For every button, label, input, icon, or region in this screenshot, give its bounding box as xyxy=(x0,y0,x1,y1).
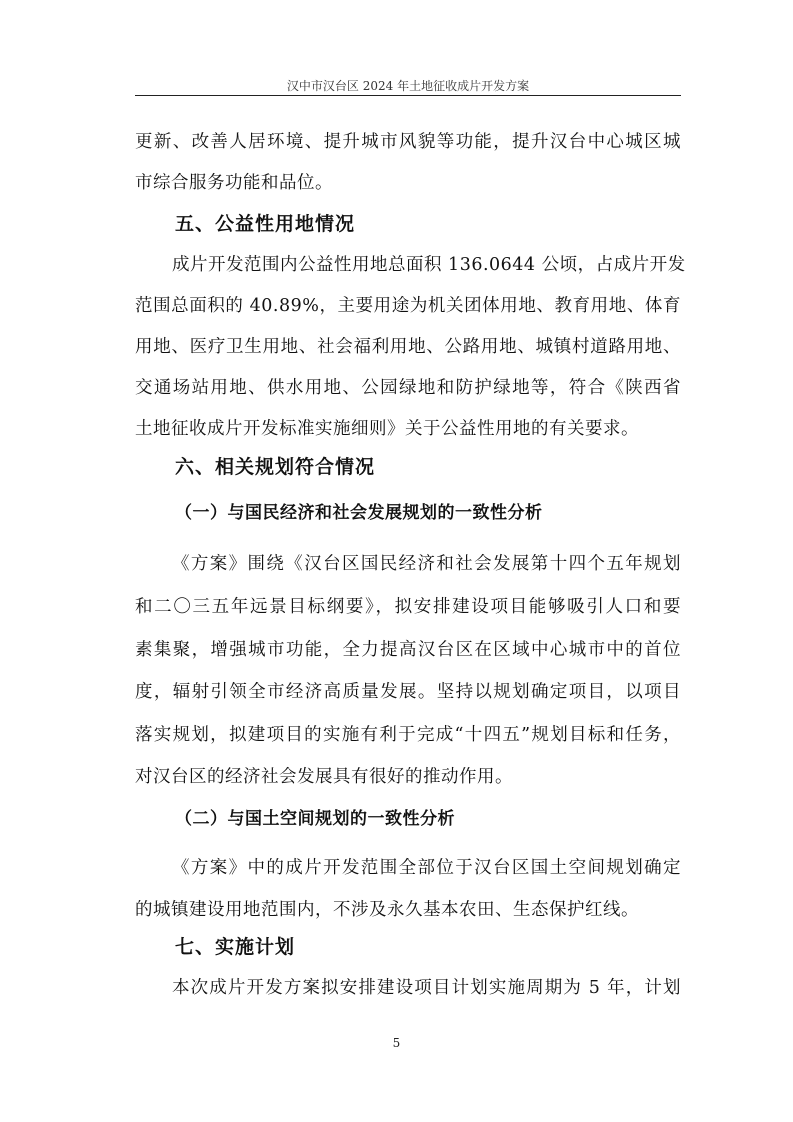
header-divider xyxy=(135,95,681,96)
paragraph-line: 成片开发范围内公益性用地总面积 136.0644 公顷，占成片开发 xyxy=(172,255,686,275)
paragraph-line: 土地征收成片开发标准实施细则》关于公益性用地的有关要求。 xyxy=(135,419,639,439)
paragraph-line: 更新、改善人居环境、提升城市风貌等功能，提升汉台中心城区城 xyxy=(135,132,681,152)
paragraph-line: 《方案》中的成片开发范围全部位于汉台区国土空间规划确定 xyxy=(172,858,681,878)
paragraph-line: 交通场站用地、供水用地、公园绿地和防护绿地等，符合《陕西省 xyxy=(135,378,681,398)
paragraph-line: 本次成片开发方案拟安排建设项目计划实施周期为 5 年，计划 xyxy=(172,978,681,998)
paragraph-line: 度，辐射引领全市经济高质量发展。坚持以规划确定项目，以项目 xyxy=(135,682,681,702)
paragraph-line: 和二〇三五年远景目标纲要》，拟安排建设项目能够吸引人口和要 xyxy=(135,597,681,617)
section-heading-6: 六、相关规划符合情况 xyxy=(175,456,376,478)
paragraph-line: 用地、医疗卫生用地、社会福利用地、公路用地、城镇村道路用地、 xyxy=(135,337,681,357)
paragraph-line: 对汉台区的经济社会发展具有很好的推动作用。 xyxy=(135,767,513,787)
section-heading-7: 七、实施计划 xyxy=(175,936,296,958)
section-heading-5: 五、公益性用地情况 xyxy=(175,213,356,235)
paragraph-line: 的城镇建设用地范围内，不涉及永久基本农田、生态保护红线。 xyxy=(135,900,639,920)
paragraph-line: 市综合服务功能和品位。 xyxy=(135,173,333,193)
paragraph-line: 范围总面积的 40.89%，主要用途为机关团体用地、教育用地、体育 xyxy=(135,296,681,316)
subsection-heading-6-1: （一）与国民经济和社会发展规划的一致性分析 xyxy=(175,503,543,523)
paragraph-line: 落实规划，拟建项目的实施有利于完成“十四五”规划目标和任务， xyxy=(135,725,681,745)
running-header: 汉中市汉台区 2024 年土地征收成片开发方案 xyxy=(286,79,530,93)
paragraph-line: 《方案》围绕《汉台区国民经济和社会发展第十四个五年规划 xyxy=(172,554,681,574)
paragraph-line: 素集聚，增强城市功能，全力提高汉台区在区域中心城市中的首位 xyxy=(135,640,681,660)
subsection-heading-6-2: （二）与国土空间规划的一致性分析 xyxy=(175,809,455,829)
page-number: 5 xyxy=(392,1036,401,1050)
